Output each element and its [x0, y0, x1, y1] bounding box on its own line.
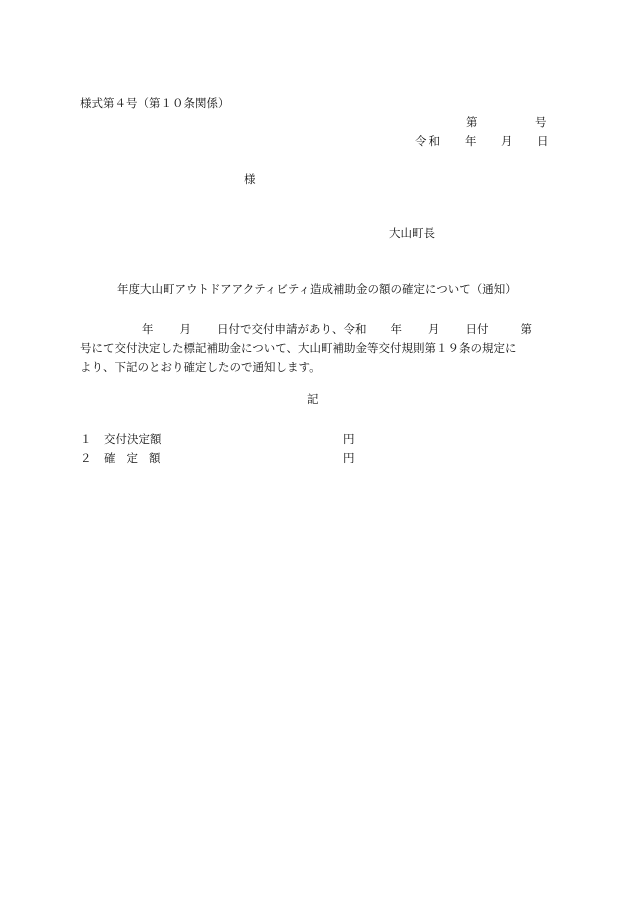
body-number-prefix: 第: [520, 322, 532, 336]
body-year2-label: 年: [390, 322, 402, 336]
item-label: 交付決定額: [104, 432, 162, 446]
body-line-3: より、下記のとおり確定したので通知します。: [80, 360, 321, 374]
body-line-2: 号にて交付決定した標記補助金について、大山町補助金等交付規則第１９条の規定に: [80, 341, 517, 355]
item-number: １: [80, 432, 92, 446]
body-paragraph: [80, 320, 552, 377]
date-era: 令和: [415, 134, 442, 148]
body-dated-label: 日付: [465, 322, 489, 336]
body-line-1: [80, 320, 552, 339]
item-unit: 円: [343, 451, 355, 465]
sender-name: 大山町長: [389, 226, 435, 240]
document-subject: 年度大山町アウトドアアクティビティ造成補助金の額の確定について（通知）: [117, 282, 517, 296]
body-year-label: 年: [142, 322, 154, 336]
item-label: 確定額: [104, 451, 172, 465]
date-year-label: 年: [465, 134, 477, 148]
date-month-label: 月: [501, 134, 513, 148]
item-number: ２: [80, 451, 92, 465]
list-item: [80, 450, 370, 469]
addressee-honorific: 様: [244, 172, 256, 186]
ki-heading: 記: [307, 392, 319, 406]
form-number: 様式第４号（第１０条関係）: [80, 96, 230, 110]
body-month-label: 月: [179, 322, 191, 336]
document-number-prefix: 第: [466, 115, 478, 129]
body-application-text: 日付で交付申請があり、令和: [217, 322, 367, 336]
item-list: [80, 431, 370, 469]
list-item: [80, 431, 370, 450]
item-unit: 円: [343, 432, 355, 446]
document-number-suffix: 号: [535, 115, 547, 129]
date-day-label: 日: [537, 134, 549, 148]
body-month2-label: 月: [428, 322, 440, 336]
